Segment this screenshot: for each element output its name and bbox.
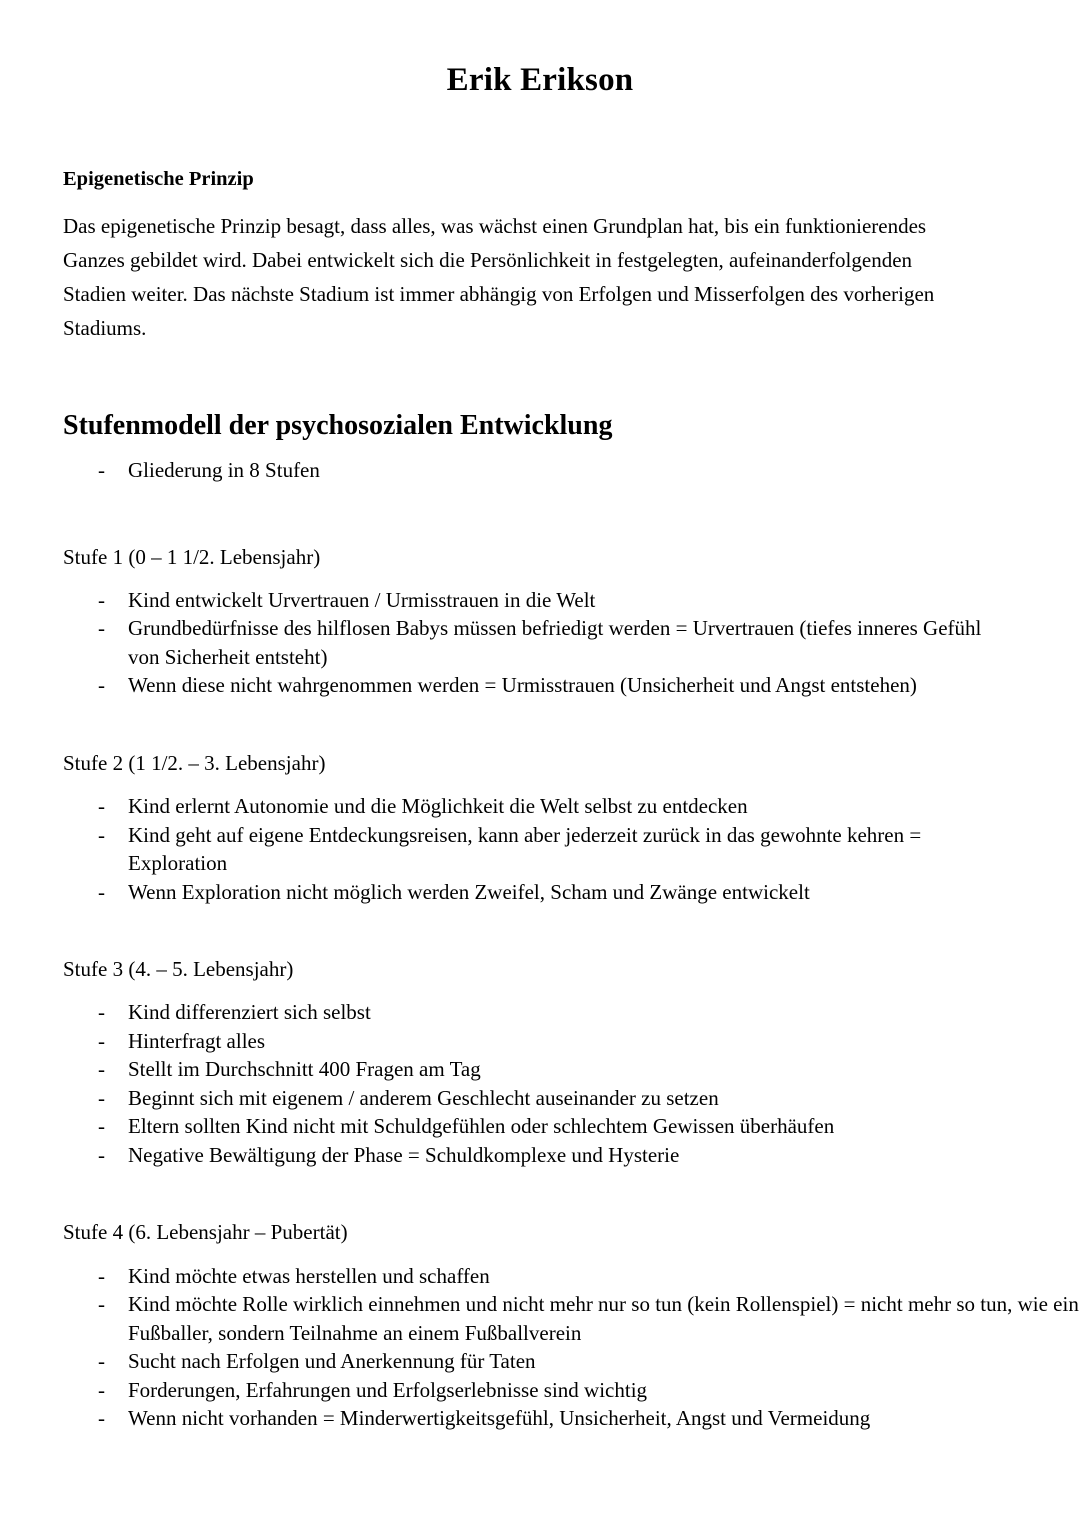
list-item [63,998,1017,1027]
list-item [63,1141,1017,1170]
bullet-dash-icon: - [98,1292,105,1317]
list-item [63,586,1017,615]
list-item [63,1262,1017,1291]
list-item-label: Wenn nicht vorhanden = Minderwertigkeitsgefühl, Unsicherheit, Angst und Vermeidung [128,1406,871,1431]
list-item-label: Kind entwickelt Urvertrauen / Urmisstrauen in die Welt [128,587,596,612]
section-heading-stufenmodell: Stufenmodell der psychosozialen Entwicklung [63,409,613,441]
list-item [63,878,1017,907]
bullet-dash-icon: - [98,1349,105,1374]
bullet-dash-icon: - [98,1085,105,1110]
list-item-label: Wenn diese nicht wahrgenommen werden = Urmisstrauen (Unsicherheit und Angst entstehen) [128,673,917,698]
stage-heading-4: Stufe 4 (6. Lebensjahr – Pubertät) [63,1220,348,1245]
list-item-label: Forderungen, Erfahrungen und Erfolgserlebnisse sind wichtig [128,1377,648,1402]
document-content [63,0,1079,1433]
bullet-dash-icon: - [98,1000,105,1025]
bullet-dash-icon: - [98,794,105,819]
list-item [63,1055,1017,1084]
bullet-list-stage-2 [63,776,1017,906]
bullet-dash-icon: - [98,616,105,641]
bullet-list-stage-1 [63,570,1017,700]
list-item [63,456,1017,485]
bullet-dash-icon: - [98,1142,105,1167]
list-item-label: Kind möchte Rolle wirklich einnehmen und nicht mehr nur so tun (kein Rollenspiel) = nicht mehr so tun, wie ein Fußballer, sondern Teilnahme an einem Fußballverein [128,1292,1079,1345]
list-item-label: Kind erlernt Autonomie und die Möglichkeit die Welt selbst zu entdecken [128,794,748,819]
list-item [63,1112,1017,1141]
bullet-list-stufenmodell [63,442,1017,485]
list-item [63,614,1017,671]
bullet-dash-icon: - [98,1377,105,1402]
stage-heading-1: Stufe 1 (0 – 1 1/2. Lebensjahr) [63,544,321,569]
bullet-dash-icon: - [98,1057,105,1082]
list-item [63,1084,1017,1113]
list-item [63,1027,1017,1056]
stage-block-1 [63,485,1017,700]
list-item-label: Beginnt sich mit eigenem / anderem Geschlecht auseinander zu setzen [128,1085,719,1110]
list-item-label: Wenn Exploration nicht möglich werden Zweifel, Scham und Zwänge entwickelt [128,879,810,904]
list-item [63,1376,1017,1405]
bullet-list-stage-4 [63,1246,1079,1433]
stage-heading-3: Stufe 3 (4. – 5. Lebensjahr) [63,957,294,982]
list-item [63,821,1017,878]
bullet-dash-icon: - [98,458,105,483]
bullet-dash-icon: - [98,587,105,612]
list-item-label: Sucht nach Erfolgen und Anerkennung für Taten [128,1349,536,1374]
bullet-dash-icon: - [98,1114,105,1139]
list-item-label: Eltern sollten Kind nicht mit Schuldgefühlen oder schlechtem Gewissen überhäufen [128,1114,835,1139]
list-item [63,1404,1017,1433]
bullet-dash-icon: - [98,879,105,904]
stage-block-4 [63,1169,1079,1432]
list-item-label: Hinterfragt alles [128,1028,266,1053]
list-item [63,792,1017,821]
list-item [63,1347,1017,1376]
paragraph-epigenetisches-prinzip: Das epigenetische Prinzip besagt, dass alles, was wächst einen Grundplan hat, bis ein funktionierendes Ganzes gebildet wird. Dabei entwickelt sich die Persönlichkeit in festgelegten, aufeinanderfolgenden Stadien weiter. Das nächste Stadium ist immer abhängig von Erfolgen und Misserfolgen des vorherigen Stadiums. [63,213,935,340]
bullet-dash-icon: - [98,1406,105,1431]
list-item-label: Kind geht auf eigene Entdeckungsreisen, kann aber jederzeit zurück in das gewohnte kehren = Exploration [128,822,922,876]
list-item-label: Stellt im Durchschnitt 400 Fragen am Tag [128,1057,481,1082]
list-item-label: Gliederung in 8 Stufen [128,458,320,483]
bullet-list-stage-3 [63,982,1017,1169]
stage-heading-2: Stufe 2 (1 1/2. – 3. Lebensjahr) [63,750,326,775]
stage-block-2 [63,700,1017,906]
section-heading-epigenetisches-prinzip: Epigenetische Prinzip [63,167,254,190]
list-item-label: Negative Bewältigung der Phase = Schuldkomplexe und Hysterie [128,1142,680,1167]
bullet-dash-icon: - [98,822,105,847]
list-item [63,671,1017,700]
list-item [63,1290,1080,1347]
list-item-label: Grundbedürfnisse des hilflosen Babys müssen befriedigt werden = Urvertrauen (tiefes inneres Gefühl von Sicherheit entsteht) [128,616,982,669]
list-item-label: Kind möchte etwas herstellen und schaffen [128,1263,490,1288]
stage-block-3 [63,906,1017,1169]
bullet-dash-icon: - [98,673,105,698]
bullet-dash-icon: - [98,1263,105,1288]
page-title: Erik Erikson [446,62,634,98]
bullet-dash-icon: - [98,1028,105,1053]
list-item-label: Kind differenziert sich selbst [128,1000,371,1025]
